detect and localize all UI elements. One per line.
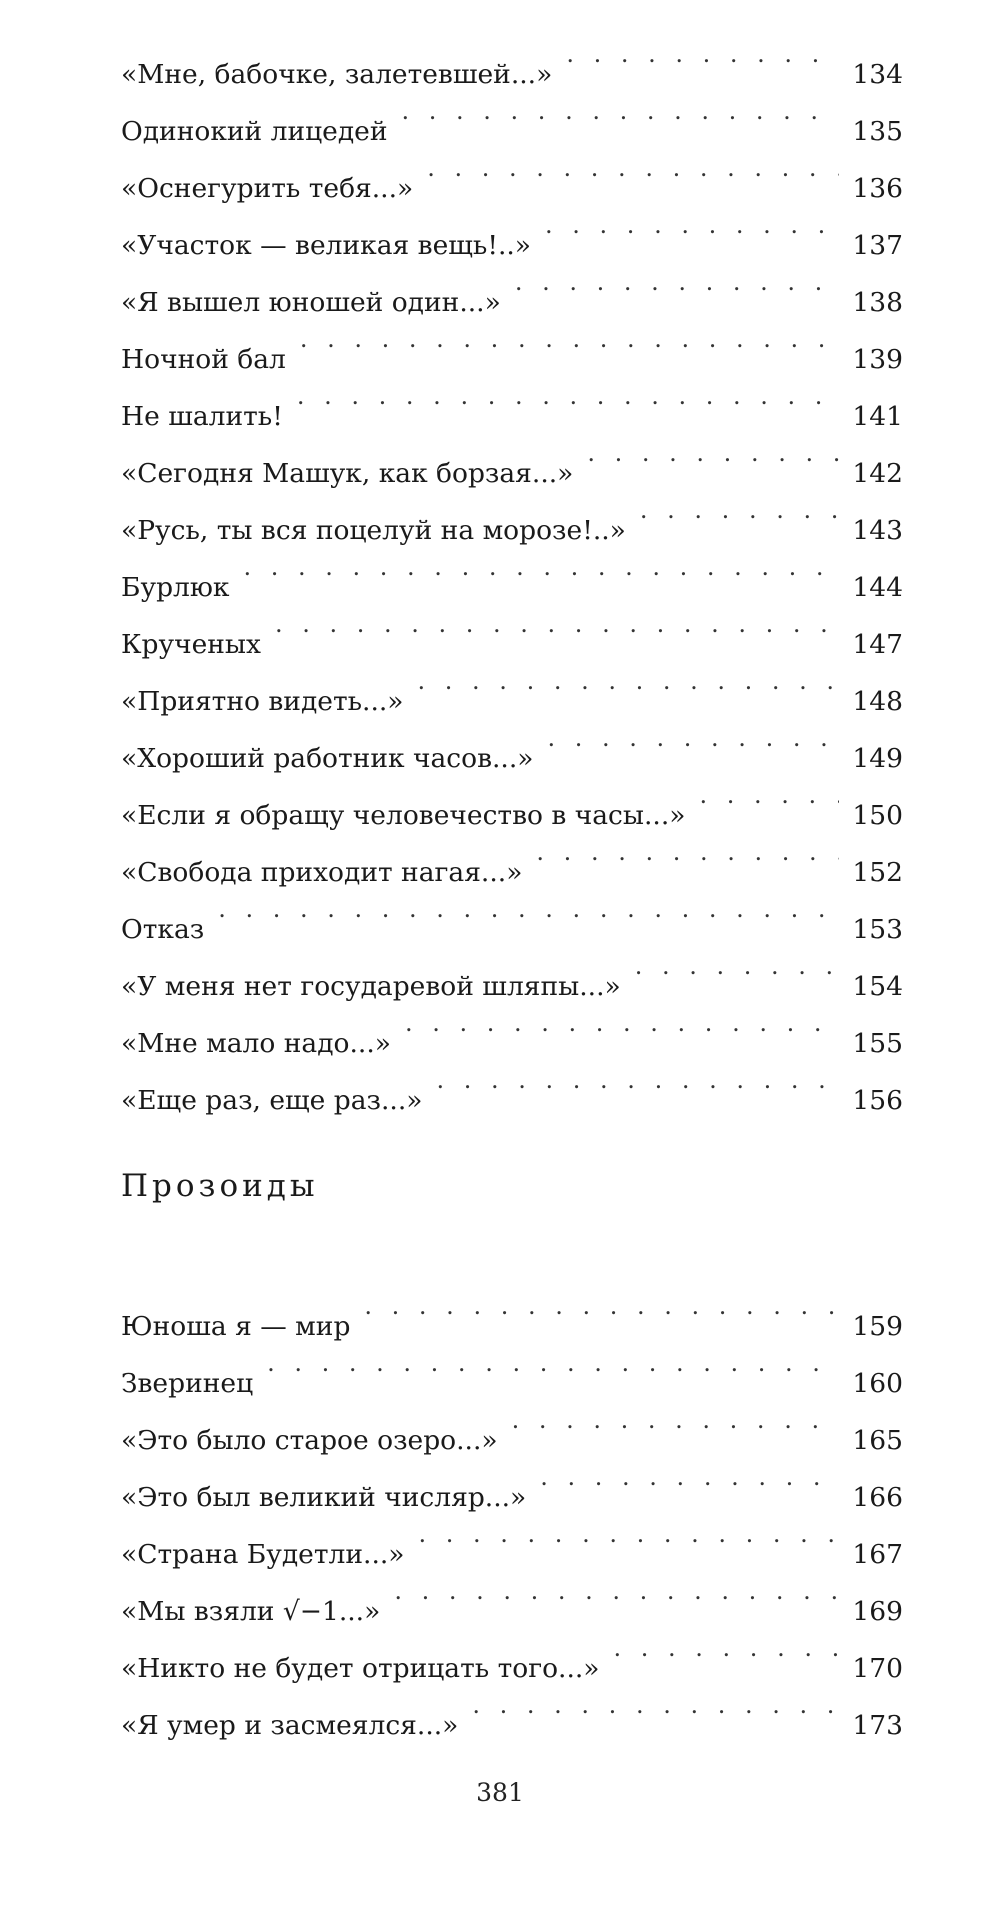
toc-list-part1 (121, 26, 903, 1116)
dot-leader (437, 1052, 840, 1109)
page-number: 381 (476, 1778, 524, 1807)
toc-entry-page: 141 (852, 401, 903, 432)
dot-leader (300, 311, 839, 368)
toc-entry-page: 139 (852, 344, 903, 375)
section-heading: Прозоиды (121, 1168, 319, 1204)
toc-entry-title: «Участок — великая вещь!..» (121, 230, 532, 261)
toc-entry-page: 166 (852, 1482, 903, 1513)
toc-entry (121, 1278, 903, 1342)
toc-entry-page: 154 (852, 971, 903, 1002)
dot-leader (512, 1392, 839, 1449)
toc-entry-title: «Страна Будетли...» (121, 1539, 405, 1570)
toc-entry-page: 169 (852, 1596, 903, 1627)
dot-leader (472, 1677, 839, 1734)
toc-entry-page: 165 (852, 1425, 903, 1456)
toc-entry-page: 134 (852, 59, 903, 90)
toc-entry (121, 26, 903, 90)
dot-leader (614, 1620, 839, 1677)
toc-entry-title: Отказ (121, 914, 205, 945)
dot-leader (548, 710, 840, 767)
dot-leader (418, 653, 839, 710)
toc-entry-page: 147 (852, 629, 903, 660)
toc-entry-page: 149 (852, 743, 903, 774)
dot-leader (218, 881, 839, 938)
dot-leader (515, 254, 839, 311)
toc-entry-page: 148 (852, 686, 903, 717)
toc-entry-title: «У меня нет государевой шляпы...» (121, 971, 621, 1002)
toc-entry-page: 155 (852, 1028, 903, 1059)
dot-leader (244, 539, 840, 596)
toc-entry-title: Крученых (121, 629, 261, 660)
toc-entry-title: «Хороший работник часов...» (121, 743, 534, 774)
toc-entry-title: «Мне мало надо...» (121, 1028, 391, 1059)
toc-entry-title: «Мы взяли √−1...» (121, 1596, 381, 1627)
dot-leader (275, 596, 839, 653)
toc-entry-title: «Я умер и засмеялся...» (121, 1710, 459, 1741)
toc-list-part2 (121, 1278, 903, 1741)
toc-entry-title: Бурлюк (121, 572, 230, 603)
toc-entry-title: «Мне, бабочке, залетевшей...» (121, 59, 553, 90)
toc-entry-page: 160 (852, 1368, 903, 1399)
toc-entry-title: «Это был великий числяр...» (121, 1482, 527, 1513)
dot-leader (402, 83, 839, 140)
toc-entry-page: 153 (852, 914, 903, 945)
dot-leader (635, 938, 839, 995)
dot-leader (267, 1335, 839, 1392)
toc-entry-page: 135 (852, 116, 903, 147)
toc-entry (121, 881, 903, 945)
dot-leader (566, 26, 839, 83)
toc-entry-page: 144 (852, 572, 903, 603)
toc-entry-title: «Свобода приходит нагая...» (121, 857, 523, 888)
toc-entry-page: 167 (852, 1539, 903, 1570)
toc-entry-page: 143 (852, 515, 903, 546)
toc-entry-title: «Никто не будет отрицать того...» (121, 1653, 600, 1684)
toc-entry-page: 170 (852, 1653, 903, 1684)
dot-leader (405, 995, 839, 1052)
toc-entry-page: 159 (852, 1311, 903, 1342)
toc-entry-title: «Приятно видеть...» (121, 686, 404, 717)
toc-entry-title: Одинокий лицедей (121, 116, 388, 147)
toc-entry-page: 137 (852, 230, 903, 261)
toc-entry-title: «Оснегурить тебя...» (121, 173, 414, 204)
dot-leader (419, 1506, 839, 1563)
dot-leader (297, 368, 839, 425)
dot-leader (587, 425, 839, 482)
dot-leader (545, 197, 839, 254)
toc-entry-title: Зверинец (121, 1368, 254, 1399)
dot-leader (536, 824, 839, 881)
toc-entry (121, 938, 903, 1002)
toc-entry-title: «Это было старое озеро...» (121, 1425, 498, 1456)
toc-entry-title: «Русь, ты вся поцелуй на морозе!..» (121, 515, 626, 546)
toc-entry-title: «Сегодня Машук, как борзая...» (121, 458, 574, 489)
toc-entry-page: 156 (852, 1085, 903, 1116)
toc-entry-title: Ночной бал (121, 344, 286, 375)
toc-entry-page: 136 (852, 173, 903, 204)
toc-entry-title: Не шалить! (121, 401, 283, 432)
toc-entry-page: 173 (852, 1710, 903, 1741)
dot-leader (540, 1449, 839, 1506)
toc-entry-title: Юноша я — мир (121, 1311, 351, 1342)
toc-entry-page: 138 (852, 287, 903, 318)
toc-entry-title: «Я вышел юношей один...» (121, 287, 501, 318)
dot-leader (364, 1278, 839, 1335)
toc-entry-title: «Если я обращу человечество в часы...» (121, 800, 686, 831)
dot-leader (699, 767, 839, 824)
toc-entry-page: 150 (852, 800, 903, 831)
dot-leader (394, 1563, 839, 1620)
toc-entry-page: 152 (852, 857, 903, 888)
toc-entry-title: «Еще раз, еще раз...» (121, 1085, 423, 1116)
dot-leader (640, 482, 839, 539)
dot-leader (427, 140, 839, 197)
toc-entry-page: 142 (852, 458, 903, 489)
